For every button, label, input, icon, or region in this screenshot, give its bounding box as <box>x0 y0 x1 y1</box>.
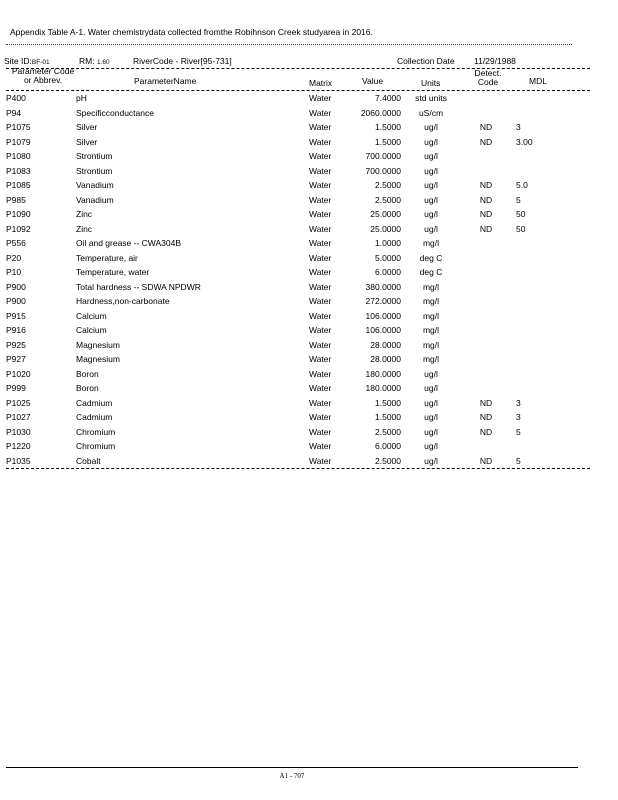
matrix-cell: Water <box>309 194 332 205</box>
units-cell: mg/l <box>422 238 440 248</box>
detect-code-cell: ND <box>479 194 493 205</box>
table-row <box>0 122 618 137</box>
parameter-code-cell: P1092 <box>6 223 31 234</box>
parameter-code-cell: P900 <box>6 281 26 292</box>
value-cell: 6.0000 <box>375 441 401 451</box>
header-mdl: MDL <box>529 76 547 86</box>
parameter-name-cell: Temperature, water <box>76 267 150 277</box>
header-detect-code <box>470 69 506 87</box>
parameter-name-cell: Silver <box>76 122 98 132</box>
value-cell: 28.0000 <box>370 354 401 364</box>
parameter-code-cell: P400 <box>6 93 26 103</box>
table-row <box>0 108 618 123</box>
matrix-cell: Water <box>309 223 332 234</box>
river-mile <box>79 56 110 66</box>
matrix-cell: Water <box>309 165 332 176</box>
table-row <box>0 267 618 282</box>
units-cell: ug/l <box>424 165 438 176</box>
matrix-cell: Water <box>309 151 332 161</box>
detect-code-cell: ND <box>479 397 493 408</box>
detect-code-cell: ND <box>479 122 493 132</box>
table-row <box>0 282 618 297</box>
header-parameter-name: ParameterName <box>134 76 197 86</box>
value-cell: 2.5000 <box>375 426 401 437</box>
mdl-cell: 3 <box>516 412 521 422</box>
parameter-code-cell: P1035 <box>6 455 31 466</box>
header-matrix: Matrix <box>309 78 333 88</box>
matrix-cell: Water <box>309 426 332 437</box>
parameter-name-cell: Silver <box>76 136 98 147</box>
value-cell: 1.5000 <box>375 136 401 147</box>
detect-code-cell: ND <box>479 223 493 234</box>
parameter-code-cell: P1030 <box>6 426 31 437</box>
value-cell: 106.0000 <box>365 310 401 321</box>
value-cell: 700.0000 <box>365 165 401 176</box>
parameter-code-cell: P1075 <box>6 122 31 132</box>
parameter-name-cell: Temperature, air <box>76 252 138 263</box>
matrix-cell: Water <box>309 136 332 147</box>
table-row <box>0 238 618 253</box>
table-row <box>0 340 618 355</box>
parameter-code-cell: P1083 <box>6 165 31 176</box>
parameter-code-cell: P1220 <box>6 441 31 451</box>
value-cell: 1.5000 <box>375 397 401 408</box>
parameter-name-cell: Chromium <box>76 441 116 451</box>
header-parameter-code <box>10 67 76 85</box>
units-cell: std units <box>415 93 447 103</box>
matrix-cell: Water <box>309 397 332 408</box>
mdl-cell: 3 <box>516 397 521 408</box>
table-row <box>0 369 618 384</box>
matrix-cell: Water <box>309 339 332 350</box>
value-cell: 106.0000 <box>365 325 401 335</box>
table-row <box>0 209 618 224</box>
units-cell: ug/l <box>424 223 438 234</box>
mdl-cell: 5 <box>516 426 521 437</box>
table-row <box>0 398 618 413</box>
parameter-name-cell: Boron <box>76 368 99 379</box>
table-row <box>0 93 618 108</box>
units-cell: ug/l <box>424 368 438 379</box>
table-row <box>0 166 618 181</box>
table-row <box>0 224 618 239</box>
mdl-cell: 3.00 <box>516 136 533 147</box>
value-cell: 25.0000 <box>370 223 401 234</box>
table-row <box>0 253 618 268</box>
parameter-code-cell: P1090 <box>6 209 31 219</box>
caption-divider <box>6 44 572 45</box>
units-cell: deg C <box>419 252 443 263</box>
units-cell: ug/l <box>424 180 438 190</box>
parameter-name-cell: Zinc <box>76 209 93 219</box>
units-cell: ug/l <box>424 383 438 393</box>
units-cell: ug/l <box>424 136 438 147</box>
parameter-code-cell: P10 <box>6 267 22 277</box>
value-cell: 2060.0000 <box>360 107 401 118</box>
parameter-name-cell: Chromium <box>76 426 116 437</box>
collection-date-value: 11/29/1988 <box>474 56 516 66</box>
mdl-cell: 5 <box>516 455 521 466</box>
table-row <box>0 296 618 311</box>
table-row <box>0 383 618 398</box>
matrix-cell: Water <box>309 122 332 132</box>
parameter-name-cell: Zinc <box>76 223 93 234</box>
parameter-code-cell: P900 <box>6 296 26 306</box>
header-units: Units <box>421 78 441 88</box>
page-number: A1 - 707 <box>279 772 305 780</box>
parameter-code-cell: P1027 <box>6 412 31 422</box>
value-cell: 5.0000 <box>375 252 401 263</box>
matrix-cell: Water <box>309 412 332 422</box>
collection-date-label: Collection Date <box>397 56 455 66</box>
value-cell: 380.0000 <box>365 281 401 292</box>
matrix-cell: Water <box>309 209 332 219</box>
parameter-name-cell: Cobalt <box>76 455 101 466</box>
matrix-cell: Water <box>309 368 332 379</box>
value-cell: 2.5000 <box>375 455 401 466</box>
table-row <box>0 427 618 442</box>
parameter-code-cell: P94 <box>6 107 22 118</box>
parameter-name-cell: Specificconductance <box>76 107 154 118</box>
value-cell: 180.0000 <box>365 383 401 393</box>
parameter-name-cell: Magnesium <box>76 339 120 350</box>
matrix-cell: Water <box>309 252 332 263</box>
value-cell: 272.0000 <box>365 296 401 306</box>
units-cell: ug/l <box>424 412 438 422</box>
parameter-name-cell: Strontium <box>76 151 113 161</box>
parameter-code-cell: P1080 <box>6 151 31 161</box>
mdl-cell: 5.0 <box>516 180 528 190</box>
units-cell: mg/l <box>422 354 440 364</box>
detect-code-cell: ND <box>479 209 493 219</box>
table-row <box>0 137 618 152</box>
parameter-code-cell: P1079 <box>6 136 31 147</box>
units-cell: deg C <box>419 267 443 277</box>
value-cell: 28.0000 <box>370 339 401 350</box>
value-cell: 2.5000 <box>375 180 401 190</box>
parameter-name-cell: Oil and grease -- CWA304B <box>76 238 182 248</box>
matrix-cell: Water <box>309 281 332 292</box>
river-mile-label: RM: <box>79 56 95 66</box>
parameter-name-cell: Cadmium <box>76 412 113 422</box>
header-code-line2: or Abbrev. <box>23 75 63 85</box>
table-row <box>0 151 618 166</box>
site-id-value: BF-01 <box>31 59 50 66</box>
value-cell: 700.0000 <box>365 151 401 161</box>
table-row <box>0 412 618 427</box>
header-code-line1: Parameter Code <box>11 66 75 76</box>
parameter-code-cell: P20 <box>6 252 22 263</box>
detect-code-cell: ND <box>479 136 493 147</box>
units-cell: ug/l <box>424 151 438 161</box>
units-cell: mg/l <box>422 296 440 306</box>
units-cell: ug/l <box>424 455 438 466</box>
parameter-code-cell: P985 <box>6 194 26 205</box>
parameter-code-cell: P999 <box>6 383 26 393</box>
units-cell: ug/l <box>424 209 438 219</box>
mdl-cell: 50 <box>516 223 526 234</box>
parameter-name-cell: Boron <box>76 383 99 393</box>
matrix-cell: Water <box>309 267 332 277</box>
parameter-name-cell: Cadmium <box>76 397 113 408</box>
table-row <box>0 354 618 369</box>
parameter-name-cell: Vanadium <box>76 180 114 190</box>
parameter-code-cell: P556 <box>6 238 26 248</box>
value-cell: 25.0000 <box>370 209 401 219</box>
units-cell: mg/l <box>422 281 440 292</box>
matrix-cell: Water <box>309 325 332 335</box>
table-row <box>0 441 618 456</box>
parameter-name-cell: Vanadium <box>76 194 114 205</box>
units-cell: mg/l <box>422 310 440 321</box>
table-row <box>0 325 618 340</box>
header-value: Value <box>362 76 384 86</box>
units-cell: ug/l <box>424 194 438 205</box>
header-bottom-rule <box>6 90 590 91</box>
mdl-cell: 50 <box>516 209 526 219</box>
matrix-cell: Water <box>309 296 332 306</box>
matrix-cell: Water <box>309 354 332 364</box>
parameter-code-cell: P1025 <box>6 397 31 408</box>
units-cell: ug/l <box>424 397 438 408</box>
value-cell: 6.0000 <box>375 267 401 277</box>
detect-code-cell: ND <box>479 426 493 437</box>
parameter-name-cell: Calcium <box>76 310 107 321</box>
value-cell: 1.0000 <box>375 238 401 248</box>
parameter-name-cell: Hardness,non-carbonate <box>76 296 170 306</box>
parameter-name-cell: Strontium <box>76 165 113 176</box>
value-cell: 2.5000 <box>375 194 401 205</box>
header-detect-line1: Detect. <box>474 68 502 78</box>
matrix-cell: Water <box>309 383 332 393</box>
matrix-cell: Water <box>309 310 332 321</box>
detect-code-cell: ND <box>479 412 493 422</box>
table-row <box>0 180 618 195</box>
parameter-name-cell: Magnesium <box>76 354 120 364</box>
units-cell: mg/l <box>422 339 440 350</box>
units-cell: ug/l <box>424 122 438 132</box>
value-cell: 1.5000 <box>375 412 401 422</box>
value-cell: 1.5000 <box>375 122 401 132</box>
matrix-cell: Water <box>309 180 332 190</box>
parameter-name-cell: pH <box>76 93 87 103</box>
value-cell: 7.4000 <box>375 93 401 103</box>
river-mile-value: 1.60 <box>96 59 110 66</box>
units-cell: mg/l <box>422 325 440 335</box>
table-end-rule <box>6 468 590 469</box>
parameter-code-cell: P915 <box>6 310 26 321</box>
units-cell: uS/cm <box>418 107 444 118</box>
parameter-code-cell: P916 <box>6 325 26 335</box>
detect-code-cell: ND <box>479 455 493 466</box>
table-caption: Appendix Table A-1. Water chemistrydata collected fromthe Robihnson Creek studyarea in 2016. <box>10 27 373 37</box>
table-row <box>0 195 618 210</box>
site-id-label: Site ID: <box>4 56 32 66</box>
detect-code-cell: ND <box>479 180 493 190</box>
river-code: RiverCode - River[95-731] <box>133 56 232 66</box>
parameter-name-cell: Total hardness -- SDWA NPDWR <box>76 281 201 292</box>
parameter-code-cell: P925 <box>6 339 26 350</box>
site-id <box>4 56 50 66</box>
matrix-cell: Water <box>309 238 332 248</box>
parameter-code-cell: P1085 <box>6 180 31 190</box>
units-cell: ug/l <box>424 441 438 451</box>
units-cell: ug/l <box>424 426 438 437</box>
parameter-code-cell: P927 <box>6 354 26 364</box>
matrix-cell: Water <box>309 107 332 118</box>
matrix-cell: Water <box>309 455 332 466</box>
parameter-name-cell: Calcium <box>76 325 107 335</box>
header-detect-line2: Code <box>477 77 499 87</box>
matrix-cell: Water <box>309 93 332 103</box>
value-cell: 180.0000 <box>365 368 401 379</box>
parameter-code-cell: P1020 <box>6 368 31 379</box>
table-row <box>0 311 618 326</box>
footer-rule <box>6 767 578 768</box>
matrix-cell: Water <box>309 441 332 451</box>
mdl-cell: 3 <box>516 122 521 132</box>
mdl-cell: 5 <box>516 194 521 205</box>
